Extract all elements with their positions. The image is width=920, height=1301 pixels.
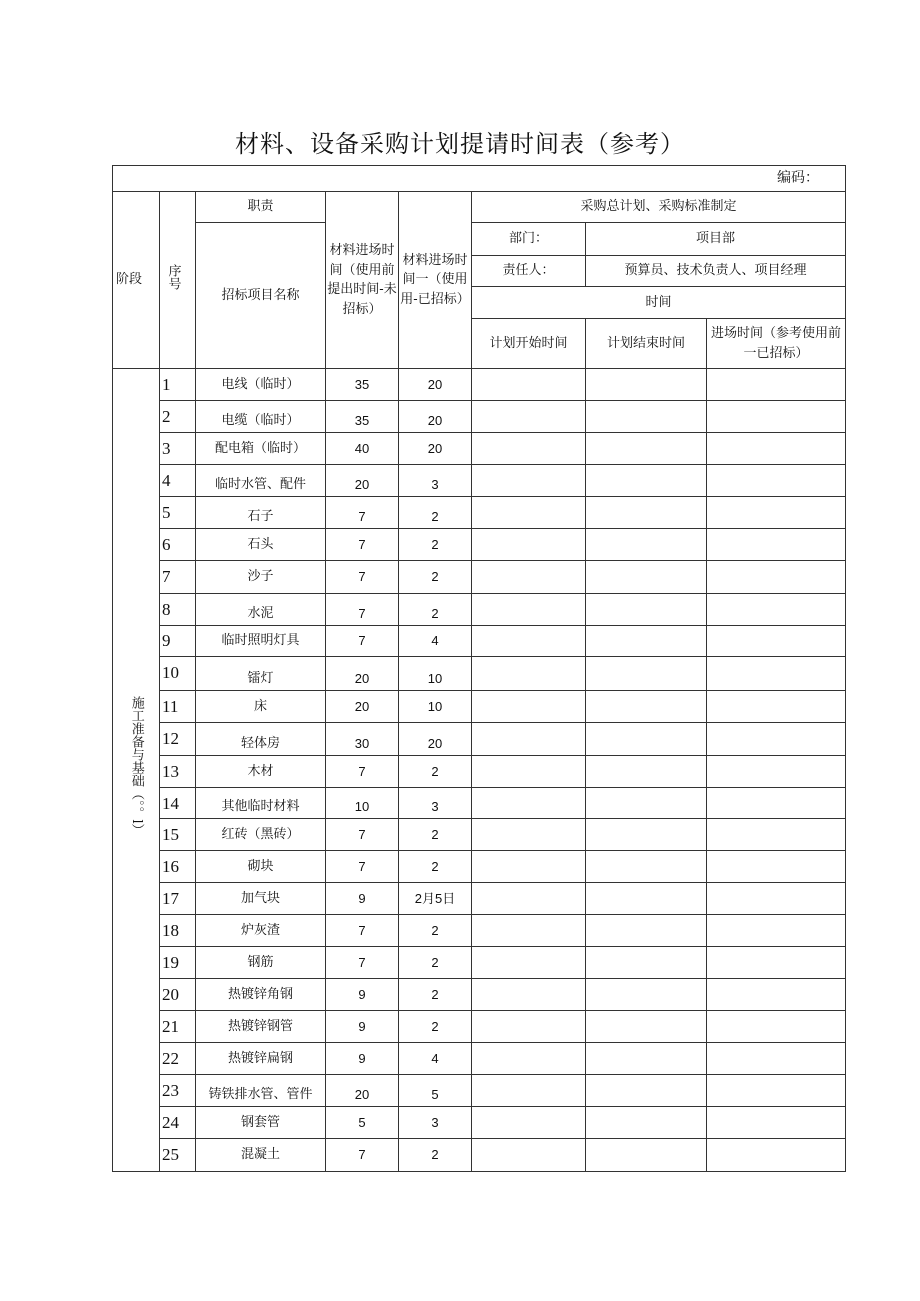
table-row (113, 401, 846, 433)
entry-time-cell[interactable] (707, 465, 846, 497)
plan-end-cell[interactable] (586, 369, 707, 401)
plan-start-cell[interactable] (472, 1075, 586, 1107)
table-row (113, 723, 846, 756)
plan-end-cell[interactable] (586, 529, 707, 561)
table-row (113, 851, 846, 883)
plan-end-cell[interactable] (586, 851, 707, 883)
bid-days-cell: 20 (399, 401, 472, 433)
dept-value: 项目部 (586, 223, 846, 256)
table-row (113, 1107, 846, 1139)
stage-cell: 施工准备与基础（。。l） (113, 369, 160, 1172)
table-row (113, 1043, 846, 1075)
plan-end-cell[interactable] (586, 947, 707, 979)
plan-end-cell[interactable] (586, 561, 707, 594)
col-unbid-header: 材料进场时间（使用前提出时间-未招标） (326, 192, 399, 369)
table-row (113, 594, 846, 626)
unbid-days-cell: 35 (326, 401, 399, 433)
unbid-days-cell: 20 (326, 465, 399, 497)
entry-time-cell[interactable] (707, 1139, 846, 1172)
bid-days-cell: 20 (399, 723, 472, 756)
seq-cell: 18 (160, 915, 196, 947)
plan-end-cell[interactable] (586, 883, 707, 915)
unbid-days-cell: 9 (326, 1011, 399, 1043)
seq-cell: 7 (160, 561, 196, 594)
item-name-cell: 配电箱（临时） (196, 433, 326, 465)
plan-start-cell[interactable] (472, 561, 586, 594)
plan-start-cell[interactable] (472, 979, 586, 1011)
time-header: 时间 (472, 287, 846, 319)
plan-end-cell[interactable] (586, 979, 707, 1011)
plan-end-cell[interactable] (586, 691, 707, 723)
table-row (113, 788, 846, 819)
bid-days-cell: 2月5日 (399, 883, 472, 915)
plan-end-cell[interactable] (586, 1075, 707, 1107)
bid-days-cell: 2 (399, 594, 472, 626)
bid-days-cell: 4 (399, 626, 472, 657)
unbid-days-cell: 10 (326, 788, 399, 819)
entry-time-cell[interactable] (707, 947, 846, 979)
seq-cell: 21 (160, 1011, 196, 1043)
entry-time-cell[interactable] (707, 433, 846, 465)
table-row (113, 915, 846, 947)
item-name-cell: 加气块 (196, 883, 326, 915)
unbid-days-cell: 7 (326, 819, 399, 851)
plan-start-cell[interactable] (472, 529, 586, 561)
seq-cell: 12 (160, 723, 196, 756)
plan-start-cell[interactable] (472, 883, 586, 915)
plan-end-cell[interactable] (586, 819, 707, 851)
plan-start-cell[interactable] (472, 401, 586, 433)
plan-start-cell[interactable] (472, 1011, 586, 1043)
bid-days-cell: 5 (399, 1075, 472, 1107)
table-row (113, 465, 846, 497)
plan-start-cell[interactable] (472, 433, 586, 465)
item-name-cell: 混凝土 (196, 1139, 326, 1172)
code-label: 编码： (113, 166, 846, 192)
item-name-cell: 砌块 (196, 851, 326, 883)
unbid-days-cell: 7 (326, 851, 399, 883)
plan-start-cell[interactable] (472, 788, 586, 819)
entry-time-cell[interactable] (707, 657, 846, 691)
unbid-days-cell: 7 (326, 947, 399, 979)
plan-start-cell[interactable] (472, 657, 586, 691)
unbid-days-cell: 7 (326, 497, 399, 529)
plan-end-cell[interactable] (586, 657, 707, 691)
unbid-days-cell: 5 (326, 1107, 399, 1139)
entry-time-cell[interactable] (707, 594, 846, 626)
seq-cell: 14 (160, 788, 196, 819)
unbid-days-cell: 7 (326, 626, 399, 657)
plan-start-cell[interactable] (472, 851, 586, 883)
seq-cell: 13 (160, 756, 196, 788)
entry-time-cell[interactable] (707, 788, 846, 819)
item-name-cell: 石头 (196, 529, 326, 561)
item-name-cell: 其他临时材料 (196, 788, 326, 819)
seq-cell: 15 (160, 819, 196, 851)
unbid-days-cell: 7 (326, 1139, 399, 1172)
entry-time-cell[interactable] (707, 915, 846, 947)
plan-end-cell[interactable] (586, 723, 707, 756)
col-bid-header: 材料进场时间一（使用用-已招标） (399, 192, 472, 369)
seq-cell: 20 (160, 979, 196, 1011)
plan-end-cell[interactable] (586, 1043, 707, 1075)
table-row (113, 883, 846, 915)
plan-end-cell[interactable] (586, 1139, 707, 1172)
plan-end-cell[interactable] (586, 1107, 707, 1139)
plan-end-cell[interactable] (586, 497, 707, 529)
item-name-cell: 炉灰渣 (196, 915, 326, 947)
entry-time-cell[interactable] (707, 691, 846, 723)
unbid-days-cell: 9 (326, 979, 399, 1011)
unbid-days-cell: 9 (326, 1043, 399, 1075)
entry-time-cell[interactable] (707, 1075, 846, 1107)
plan-end-header: 计划结束时间 (586, 319, 707, 369)
plan-end-cell[interactable] (586, 465, 707, 497)
table-row (113, 433, 846, 465)
plan-end-cell[interactable] (586, 788, 707, 819)
seq-cell: 17 (160, 883, 196, 915)
item-name-cell: 电线（临时） (196, 369, 326, 401)
seq-cell: 3 (160, 433, 196, 465)
seq-cell: 16 (160, 851, 196, 883)
entry-time-cell[interactable] (707, 883, 846, 915)
item-name-cell: 沙子 (196, 561, 326, 594)
unbid-days-cell: 7 (326, 561, 399, 594)
table-row (113, 497, 846, 529)
seq-cell: 6 (160, 529, 196, 561)
plan-start-cell[interactable] (472, 1043, 586, 1075)
plan-start-cell[interactable] (472, 1107, 586, 1139)
unbid-days-cell: 20 (326, 691, 399, 723)
entry-time-cell[interactable] (707, 851, 846, 883)
seq-cell: 11 (160, 691, 196, 723)
plan-start-cell[interactable] (472, 723, 586, 756)
seq-cell: 24 (160, 1107, 196, 1139)
table-row (113, 657, 846, 691)
plan-start-header: 计划开始时间 (472, 319, 586, 369)
plan-start-cell[interactable] (472, 1139, 586, 1172)
seq-cell: 1 (160, 369, 196, 401)
table-row (113, 369, 846, 401)
seq-cell: 5 (160, 497, 196, 529)
entry-time-header: 进场时间（参考使用前一已招标） (707, 319, 846, 369)
unbid-days-cell: 9 (326, 883, 399, 915)
item-name-cell: 石子 (196, 497, 326, 529)
item-name-cell: 床 (196, 691, 326, 723)
seq-cell: 9 (160, 626, 196, 657)
unbid-days-cell: 35 (326, 369, 399, 401)
seq-cell: 8 (160, 594, 196, 626)
item-name-cell: 铸铁排水管、管件 (196, 1075, 326, 1107)
item-name-cell: 镭灯 (196, 657, 326, 691)
seq-cell: 10 (160, 657, 196, 691)
table-row (113, 756, 846, 788)
bid-days-cell: 4 (399, 1043, 472, 1075)
item-name-cell: 钢筋 (196, 947, 326, 979)
stage-header: 阶段 (113, 192, 160, 369)
bid-days-cell: 2 (399, 851, 472, 883)
plan-end-cell[interactable] (586, 401, 707, 433)
entry-time-cell[interactable] (707, 979, 846, 1011)
bid-days-cell: 2 (399, 1139, 472, 1172)
seq-cell: 25 (160, 1139, 196, 1172)
plan-end-cell[interactable] (586, 915, 707, 947)
seq-cell: 23 (160, 1075, 196, 1107)
seq-cell: 4 (160, 465, 196, 497)
entry-time-cell[interactable] (707, 626, 846, 657)
bid-days-cell: 10 (399, 657, 472, 691)
plan-end-cell[interactable] (586, 433, 707, 465)
entry-time-cell[interactable] (707, 723, 846, 756)
table-row (113, 626, 846, 657)
item-name-cell: 热镀锌钢管 (196, 1011, 326, 1043)
plan-start-cell[interactable] (472, 756, 586, 788)
plan-start-cell[interactable] (472, 369, 586, 401)
item-name-cell: 临时水管、配件 (196, 465, 326, 497)
item-name-cell: 临时照明灯具 (196, 626, 326, 657)
unbid-days-cell: 7 (326, 594, 399, 626)
bid-days-cell: 3 (399, 465, 472, 497)
bid-days-cell: 3 (399, 788, 472, 819)
plan-end-cell[interactable] (586, 626, 707, 657)
item-name-cell: 电缆（临时） (196, 401, 326, 433)
unbid-days-cell: 20 (326, 1075, 399, 1107)
entry-time-cell[interactable] (707, 401, 846, 433)
procurement-table (112, 165, 846, 1172)
table-row (113, 561, 846, 594)
duty-header: 职责 (196, 192, 326, 223)
entry-time-cell[interactable] (707, 369, 846, 401)
purchase-plan-header: 采购总计划、采购标准制定 (472, 192, 846, 223)
unbid-days-cell: 7 (326, 915, 399, 947)
entry-time-cell[interactable] (707, 497, 846, 529)
plan-end-cell[interactable] (586, 594, 707, 626)
plan-start-cell[interactable] (472, 626, 586, 657)
entry-time-cell[interactable] (707, 756, 846, 788)
table-row (113, 1011, 846, 1043)
plan-start-cell[interactable] (472, 819, 586, 851)
entry-time-cell[interactable] (707, 561, 846, 594)
table-row (113, 819, 846, 851)
item-name-header: 招标项目名称 (196, 223, 326, 369)
bid-days-cell: 2 (399, 979, 472, 1011)
plan-end-cell[interactable] (586, 756, 707, 788)
plan-start-cell[interactable] (472, 465, 586, 497)
entry-time-cell[interactable] (707, 1043, 846, 1075)
entry-time-cell[interactable] (707, 819, 846, 851)
unbid-days-cell: 7 (326, 529, 399, 561)
unbid-days-cell: 30 (326, 723, 399, 756)
resp-label: 责任人： (472, 256, 586, 287)
table-row (113, 1075, 846, 1107)
item-name-cell: 木材 (196, 756, 326, 788)
unbid-days-cell: 20 (326, 657, 399, 691)
plan-start-cell[interactable] (472, 691, 586, 723)
seq-cell: 22 (160, 1043, 196, 1075)
item-name-cell: 热镀锌扁钢 (196, 1043, 326, 1075)
seq-cell: 2 (160, 401, 196, 433)
entry-time-cell[interactable] (707, 1107, 846, 1139)
entry-time-cell[interactable] (707, 1011, 846, 1043)
seq-header: 序号 (160, 192, 196, 369)
bid-days-cell: 2 (399, 529, 472, 561)
unbid-days-cell: 7 (326, 756, 399, 788)
bid-days-cell: 2 (399, 561, 472, 594)
item-name-cell: 钢套管 (196, 1107, 326, 1139)
bid-days-cell: 2 (399, 915, 472, 947)
bid-days-cell: 2 (399, 1011, 472, 1043)
table-row (113, 947, 846, 979)
seq-cell: 19 (160, 947, 196, 979)
item-name-cell: 水泥 (196, 594, 326, 626)
table-row (113, 529, 846, 561)
bid-days-cell: 10 (399, 691, 472, 723)
item-name-cell: 红砖（黑砖） (196, 819, 326, 851)
item-name-cell: 热镀锌角钢 (196, 979, 326, 1011)
table-row (113, 979, 846, 1011)
plan-start-cell[interactable] (472, 915, 586, 947)
resp-value: 预算员、技术负责人、项目经理 (586, 256, 846, 287)
bid-days-cell: 20 (399, 433, 472, 465)
bid-days-cell: 2 (399, 947, 472, 979)
table-row (113, 1139, 846, 1172)
unbid-days-cell: 40 (326, 433, 399, 465)
entry-time-cell[interactable] (707, 529, 846, 561)
plan-start-cell[interactable] (472, 497, 586, 529)
item-name-cell: 轻体房 (196, 723, 326, 756)
plan-start-cell[interactable] (472, 947, 586, 979)
bid-days-cell: 3 (399, 1107, 472, 1139)
bid-days-cell: 2 (399, 497, 472, 529)
bid-days-cell: 2 (399, 756, 472, 788)
table-row (113, 691, 846, 723)
dept-label: 部门： (472, 223, 586, 256)
page-title: 材料、设备采购计划提请时间表（参考） (235, 130, 685, 158)
plan-start-cell[interactable] (472, 594, 586, 626)
bid-days-cell: 2 (399, 819, 472, 851)
plan-end-cell[interactable] (586, 1011, 707, 1043)
bid-days-cell: 20 (399, 369, 472, 401)
